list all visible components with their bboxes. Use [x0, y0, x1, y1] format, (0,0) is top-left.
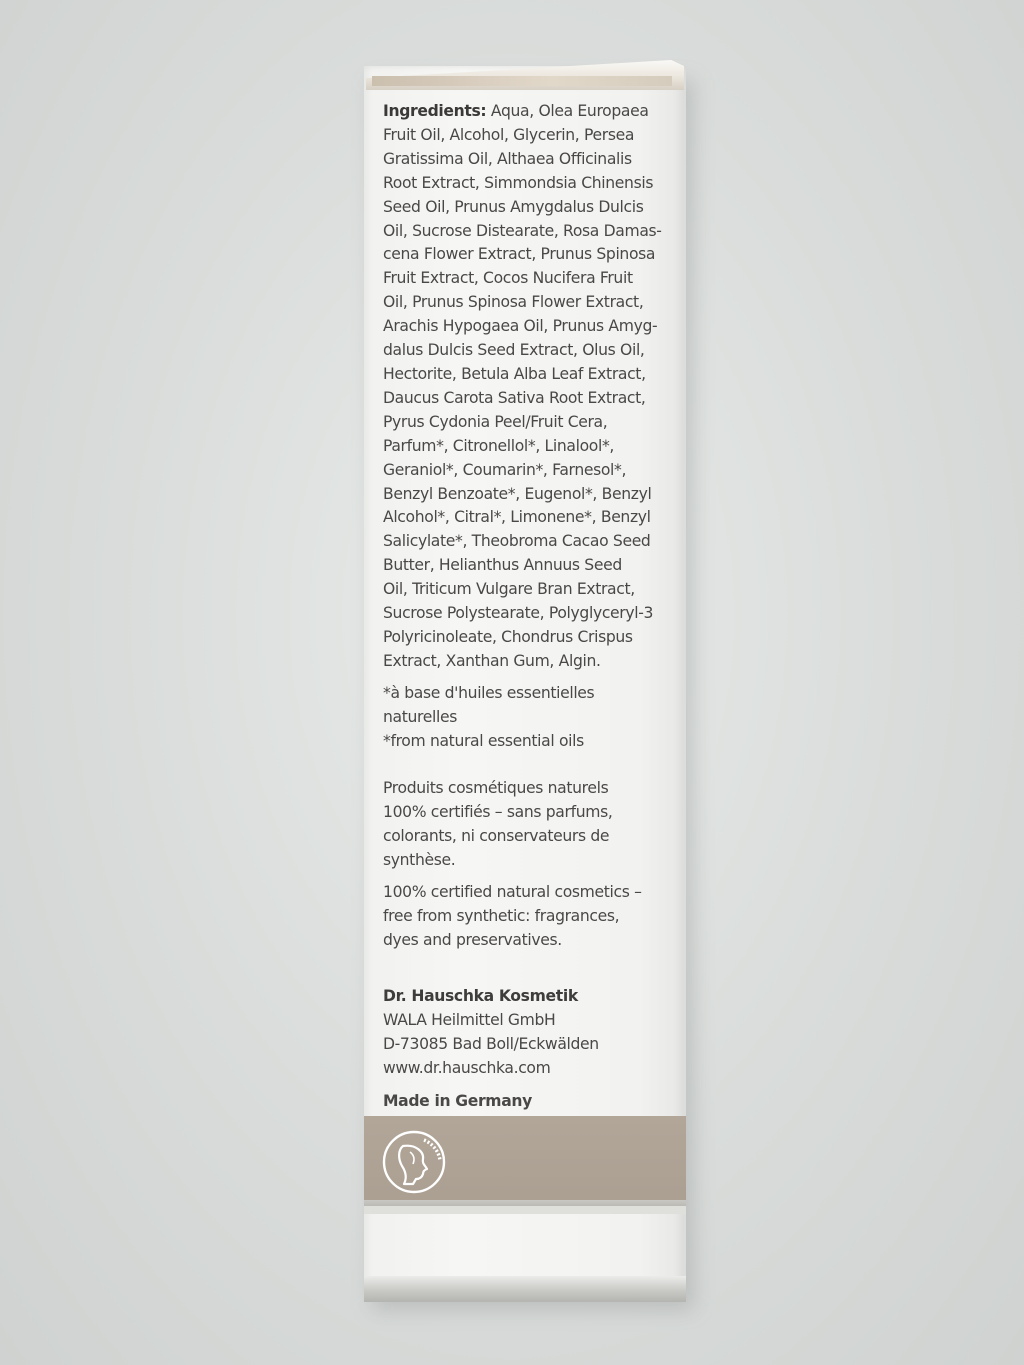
ingredients-line: Gratissima Oil, Althaea Officinalis	[383, 149, 632, 168]
claim-en-line: 100% certified natural cosmetics –	[383, 883, 642, 902]
ingredients-line: Hectorite, Betula Alba Leaf Extract,	[383, 364, 646, 383]
company-website: www.dr.hauschka.com	[383, 1058, 551, 1077]
ingredients-line: Alcohol*, Citral*, Limonene*, Benzyl	[383, 508, 651, 527]
natrue-profile-seal-icon	[380, 1128, 448, 1196]
ingredients-line: Geraniol*, Coumarin*, Farnesol*,	[383, 460, 627, 479]
ingredients-line: Fruit Extract, Cocos Nucifera Fruit	[383, 269, 633, 288]
natrue-seal-svg	[380, 1128, 448, 1196]
company-address: D-73085 Bad Boll/Eckwälden	[383, 1034, 599, 1053]
ingredients-line: Daucus Carota Sativa Root Extract,	[383, 388, 646, 407]
ingredients-line: Butter, Helianthus Annuus Seed	[383, 556, 622, 575]
footnote-en-line: *from natural essential oils	[383, 731, 584, 750]
ingredients-line: Root Extract, Simmondsia Chinensis	[383, 173, 654, 192]
claim-fr-line: 100% certifiés – sans parfums,	[383, 803, 613, 822]
ingredients-line: cena Flower Extract, Prunus Spinosa	[383, 245, 656, 264]
claim-en-line: free from synthetic: fragrances,	[383, 907, 620, 925]
seal-face-detail	[410, 1152, 414, 1164]
ingredients-line: Benzyl Benzoate*, Eugenol*, Benzyl	[383, 484, 652, 503]
ingredients-line: Pyrus Cydonia Peel/Fruit Cera,	[383, 412, 608, 431]
box-top-flap-inner	[372, 76, 672, 86]
claim-fr-line: Produits cosmétiques naturels	[383, 779, 609, 798]
company-maker: WALA Heilmittel GmbH	[383, 1010, 556, 1029]
ingredients-line: Polyricinoleate, Chondrus Crispus	[383, 627, 633, 646]
ingredients-line: Oil, Triticum Vulgare Bran Extract,	[383, 580, 635, 599]
claim-en-line: dyes and preservatives.	[383, 930, 562, 949]
ingredients-panel	[383, 100, 673, 1114]
claim-fr-line: colorants, ni conservateurs de	[383, 827, 610, 846]
ingredients-line: dalus Dulcis Seed Extract, Olus Oil,	[383, 341, 645, 360]
made-in-label: Made in Germany	[383, 1092, 532, 1111]
ingredients-line: Sucrose Polystearate, Polyglyceryl-3	[383, 604, 654, 623]
ingredients-label: Ingredients:	[383, 102, 487, 120]
company-brand: Dr. Hauschka Kosmetik	[383, 986, 578, 1005]
ingredients-line: Extract, Xanthan Gum, Algin.	[383, 651, 601, 670]
box-bottom-edge	[364, 1276, 686, 1302]
ingredients-line: Fruit Oil, Alcohol, Glycerin, Persea	[383, 125, 635, 144]
band-highlight-edge	[364, 1206, 686, 1214]
footnote-fr-line: *à base d'huiles essentielles	[383, 683, 595, 702]
footnote-fr-line: naturelles	[383, 707, 457, 726]
ingredients-line: Salicylate*, Theobroma Cacao Seed	[383, 532, 651, 551]
ingredients-line: Oil, Prunus Spinosa Flower Extract,	[383, 293, 644, 312]
ingredients-line: Oil, Sucrose Distearate, Rosa Damas-	[383, 221, 662, 240]
ingredients-line: Seed Oil, Prunus Amygdalus Dulcis	[383, 197, 644, 216]
seal-face-profile	[399, 1146, 427, 1184]
ingredients-line-0: Ingredients: Aqua, Olea Europaea	[383, 102, 649, 120]
ingredients-line: Arachis Hypogaea Oil, Prunus Amyg-	[383, 317, 658, 336]
ingredients-line: Parfum*, Citronellol*, Linalool*,	[383, 436, 615, 455]
claim-fr-line: synthèse.	[383, 851, 456, 870]
